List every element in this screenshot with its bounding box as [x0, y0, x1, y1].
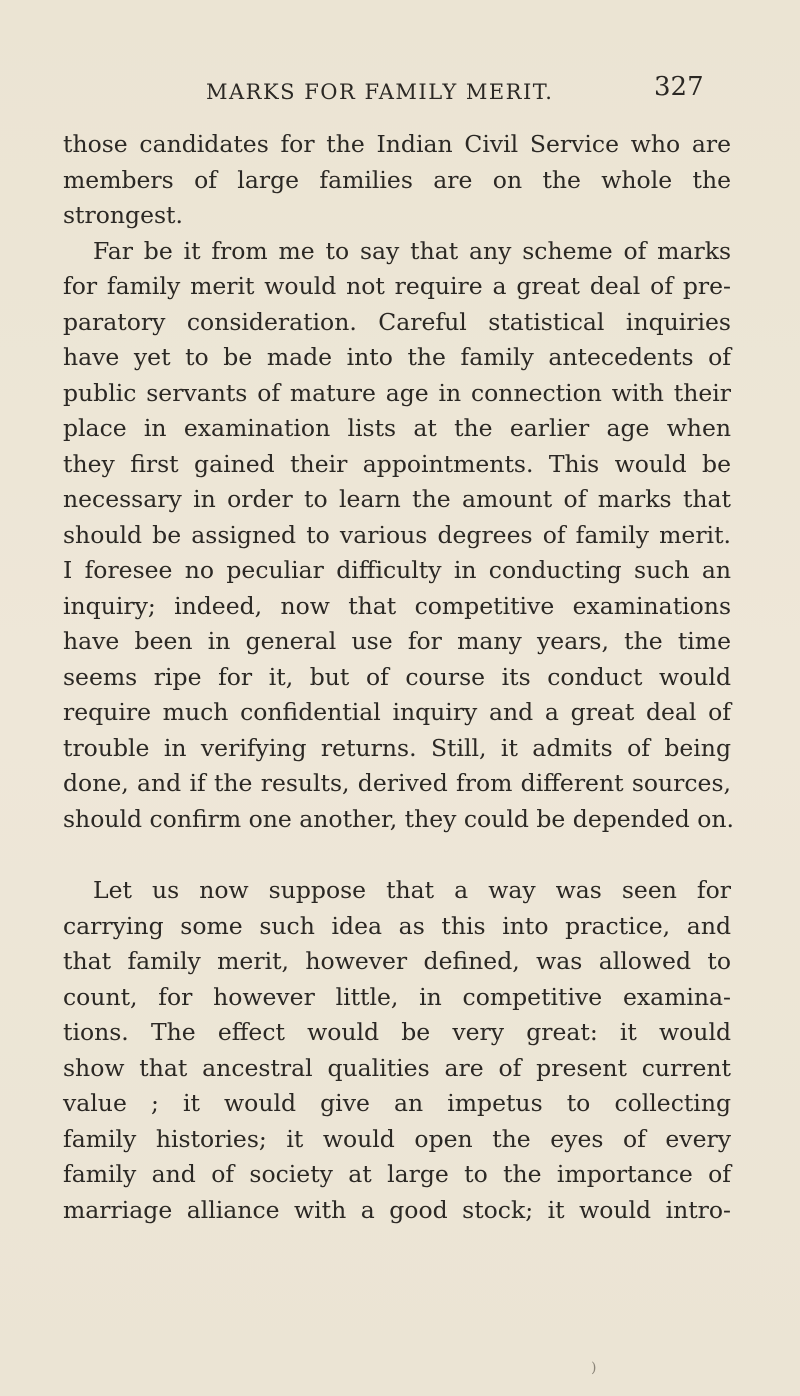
paragraph-gap	[63, 837, 731, 873]
text-line: family histories; it would open the eyes of every	[63, 1124, 731, 1153]
text-line: Far be it from me to say that any scheme of marks	[93, 236, 731, 265]
running-head	[60, 72, 760, 110]
text-line: that family merit, however defined, was allowed to	[63, 947, 731, 975]
paragraph	[63, 873, 731, 1228]
text-line: count, for however little, in competitive examina-	[63, 982, 731, 1011]
text-line: strongest.	[63, 201, 183, 229]
text-line: carrying some such idea as this into practice, and	[63, 911, 731, 940]
text-line: have yet to be made into the family antecedents of	[63, 343, 731, 371]
body-text	[63, 127, 735, 1228]
text-line: trouble in verifying returns. Still, it admits of being	[63, 733, 731, 762]
paragraph	[63, 127, 731, 234]
text-line: Let us now suppose that a way was seen for	[93, 876, 731, 904]
text-line: they first gained their appointments. This would be	[63, 449, 731, 478]
text-line: should be assigned to various degrees of family merit.	[63, 520, 731, 549]
text-line: for family merit would not require a great deal of pre-	[63, 272, 731, 300]
text-line: public servants of mature age in connection with their	[63, 378, 731, 407]
text-line: require much confidential inquiry and a great deal of	[63, 698, 731, 726]
text-line: seems ripe for it, but of course its conduct would	[63, 662, 731, 691]
text-line: value ; it would give an impetus to collecting	[63, 1089, 731, 1117]
stray-mark: )	[591, 1360, 597, 1376]
text-line: I foresee no peculiar difficulty in conducting such an	[63, 556, 731, 584]
text-line: necessary in order to learn the amount of marks that	[63, 485, 731, 513]
text-line: family and of society at large to the importance of	[63, 1160, 731, 1188]
text-line: show that ancestral qualities are of present current	[63, 1053, 731, 1082]
text-line: done, and if the results, derived from different sources,	[63, 769, 731, 797]
text-line: marriage alliance with a good stock; it would intro-	[63, 1195, 731, 1224]
text-line: members of large families are on the whole the	[63, 165, 731, 194]
text-line: place in examination lists at the earlier age when	[63, 414, 731, 442]
page-number: 327	[654, 72, 704, 102]
text-line: tions. The effect would be very great: it would	[63, 1018, 731, 1046]
running-title: MARKS FOR FAMILY MERIT.	[206, 80, 554, 104]
text-line: have been in general use for many years, the time	[63, 627, 731, 655]
text-line: paratory consideration. Careful statistical inquiries	[63, 307, 731, 336]
text-line: those candidates for the Indian Civil Service who are	[63, 130, 731, 158]
text-line: inquiry; indeed, now that competitive examinations	[63, 591, 731, 620]
text-line: should confirm one another, they could be depended on.	[63, 804, 735, 833]
paragraph	[63, 234, 735, 838]
